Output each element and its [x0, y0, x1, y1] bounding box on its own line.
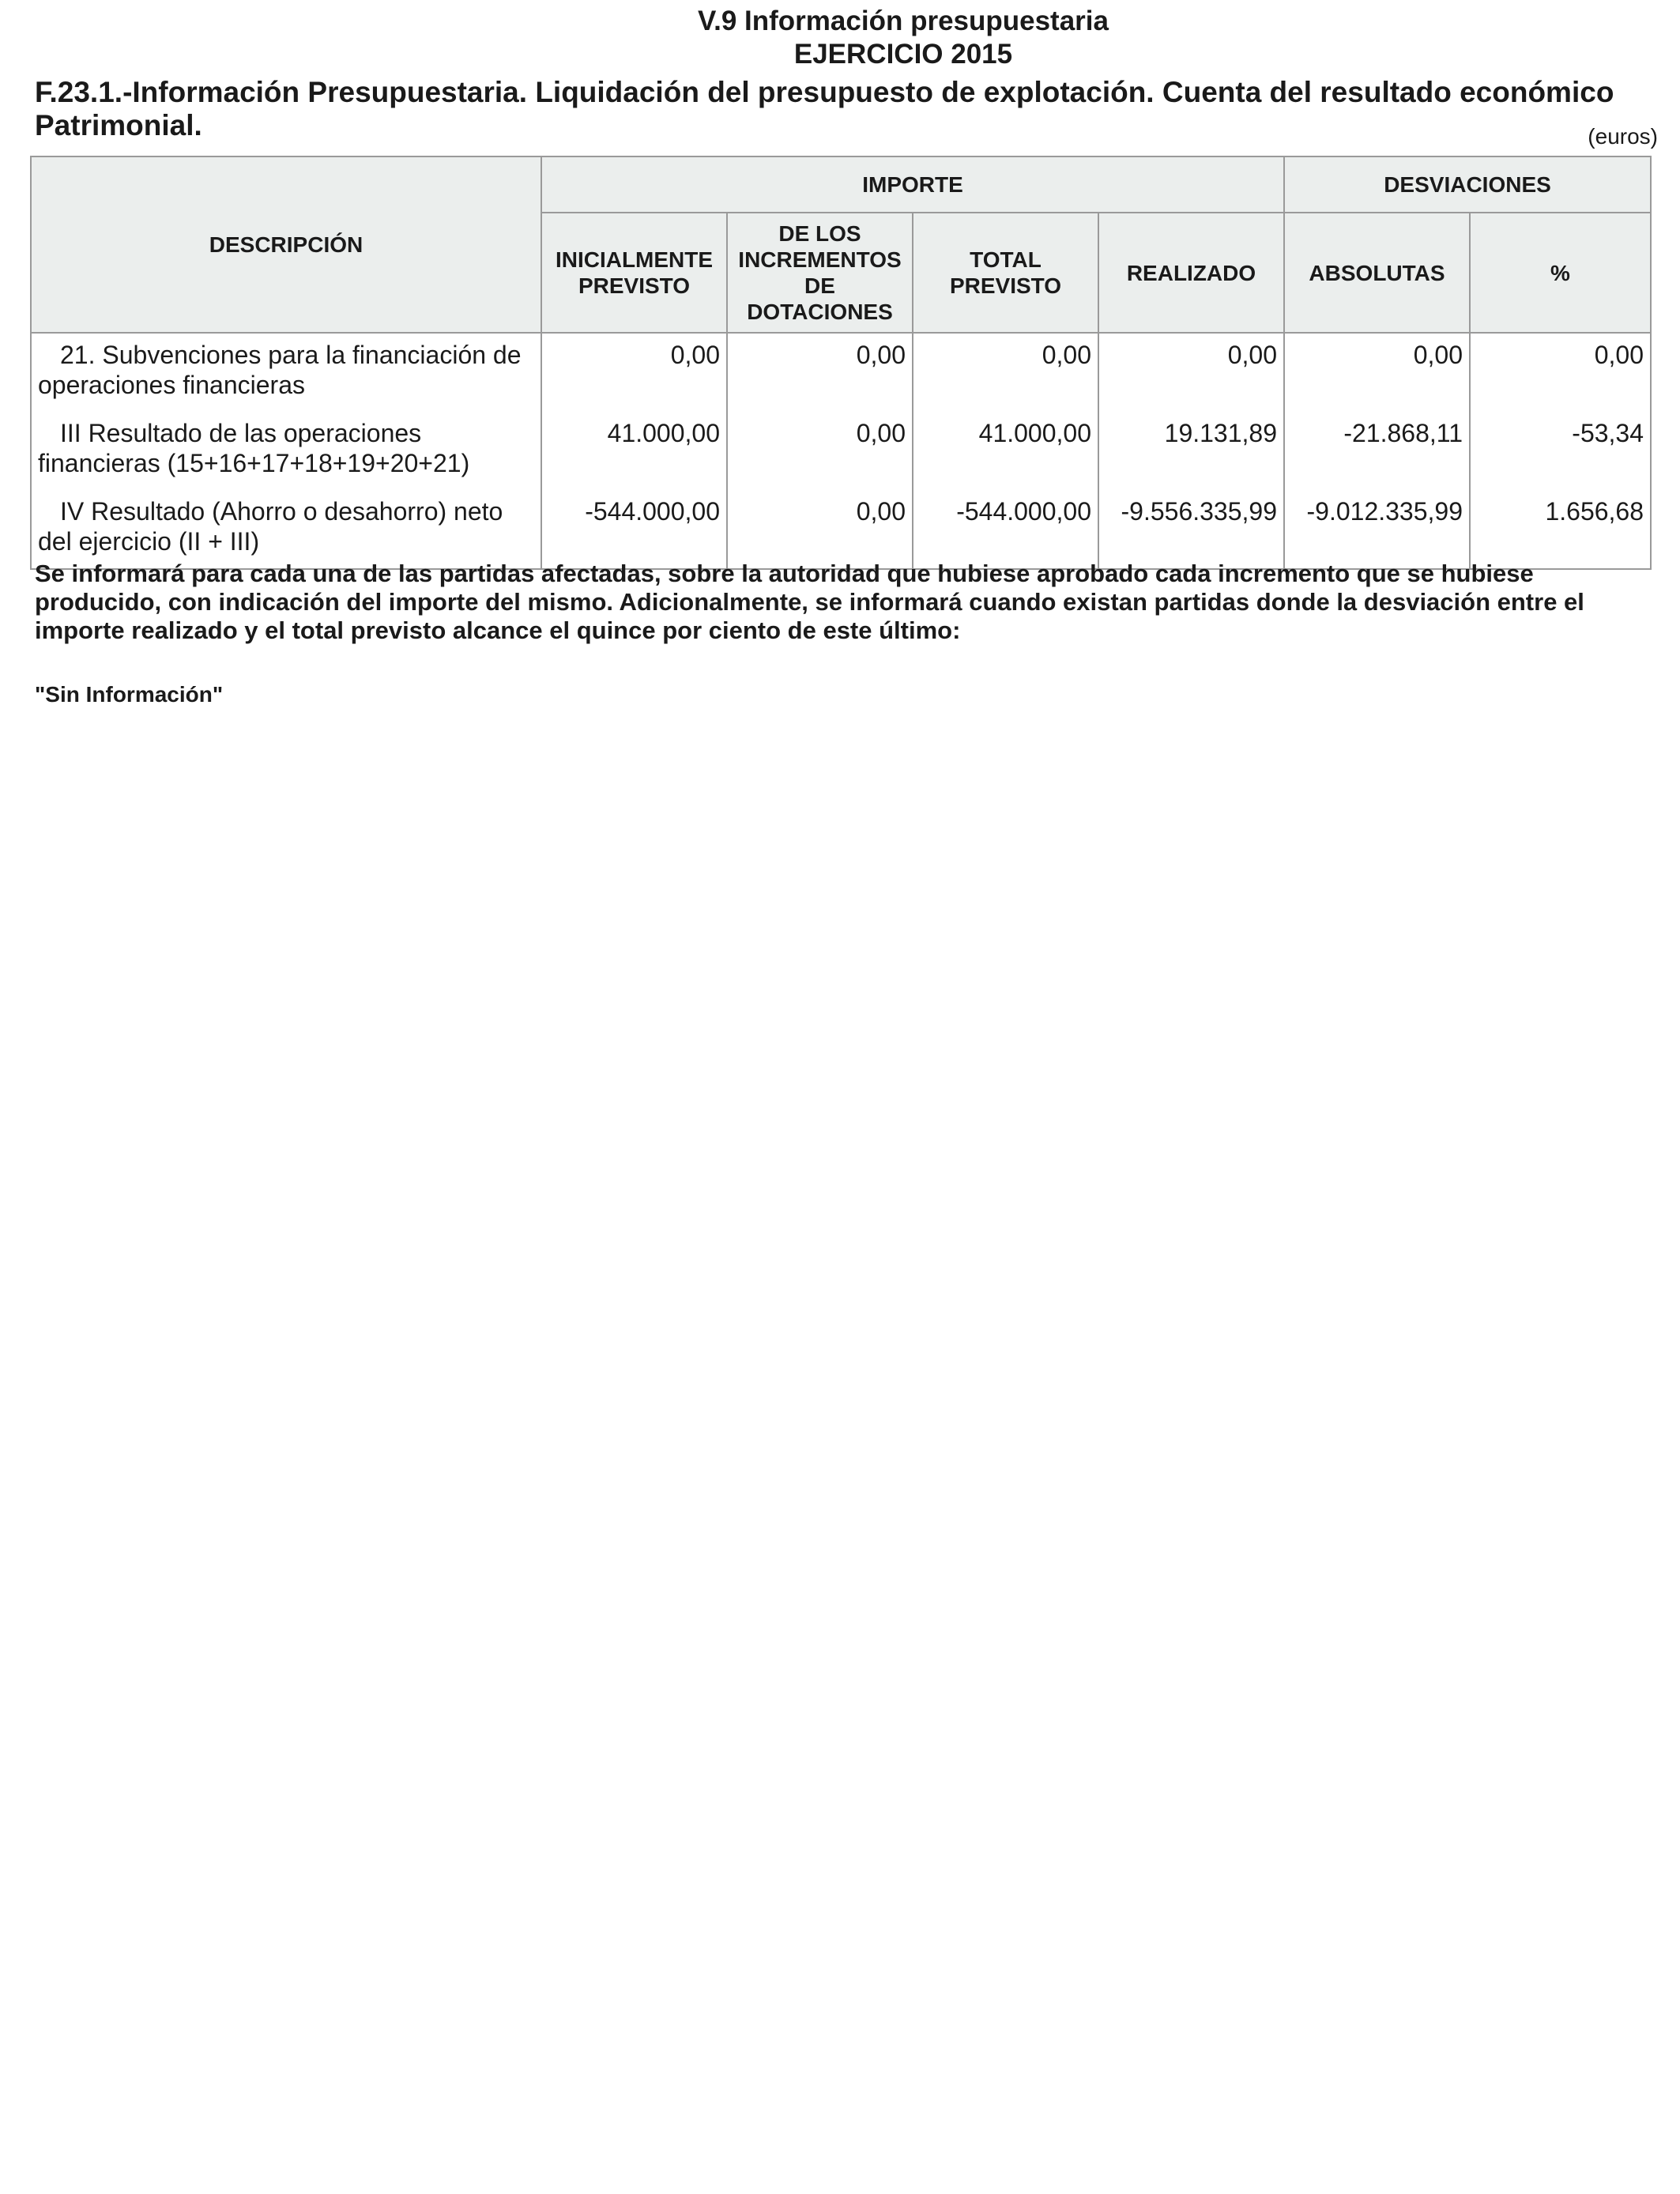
header-descripcion: DESCRIPCIÓN [31, 156, 541, 333]
row-porcentaje: 0,00 [1470, 333, 1651, 412]
table-header-row-groups [31, 156, 1651, 213]
note-text: Se informará para cada una de las partidas afectadas, sobre la autoridad que hubiese aprobado cada incremento que se hubiese producido, con indicación del importe del mismo. Adicionalmente, se informará cuando existan partidas donde la desviación entre el importe realizado y el total previsto alcance el quince por ciento de este último: [35, 560, 1584, 644]
header-realizado: REALIZADO [1098, 213, 1284, 333]
table-row [31, 333, 1651, 412]
row-incrementos: 0,00 [727, 333, 913, 412]
row-incrementos: 0,00 [727, 490, 913, 569]
row-inicialmente-previsto: 0,00 [541, 333, 727, 412]
row-absolutas: -9.012.335,99 [1284, 490, 1470, 569]
row-realizado: -9.556.335,99 [1098, 490, 1284, 569]
row-absolutas: 0,00 [1284, 333, 1470, 412]
table-row [31, 412, 1651, 490]
row-porcentaje: -53,34 [1470, 412, 1651, 490]
row-absolutas: -21.868,11 [1284, 412, 1470, 490]
header-total-previsto: TOTAL PREVISTO [913, 213, 1098, 333]
page-title: V.9 Información presupuestaria [698, 6, 1109, 36]
sin-informacion: "Sin Información" [35, 682, 224, 707]
row-descripcion: 21. Subvenciones para la financiación de operaciones financieras [31, 333, 541, 412]
header-porcentaje: % [1470, 213, 1651, 333]
row-incrementos: 0,00 [727, 412, 913, 490]
units-label: (euros) [1588, 124, 1658, 149]
row-total-previsto: 41.000,00 [913, 412, 1098, 490]
row-inicialmente-previsto: 41.000,00 [541, 412, 727, 490]
section-title: F.23.1.-Información Presupuestaria. Liquidación del presupuesto de explotación. Cuenta del resultado económico Patrimonial. [35, 76, 1614, 141]
row-total-previsto: -544.000,00 [913, 490, 1098, 569]
budget-table [30, 156, 1652, 570]
header-absolutas: ABSOLUTAS [1284, 213, 1470, 333]
fiscal-year-title: EJERCICIO 2015 [793, 39, 1013, 70]
row-realizado: 0,00 [1098, 333, 1284, 412]
header-importe: IMPORTE [541, 156, 1284, 213]
row-realizado: 19.131,89 [1098, 412, 1284, 490]
row-porcentaje: 1.656,68 [1470, 490, 1651, 569]
row-inicialmente-previsto: -544.000,00 [541, 490, 727, 569]
row-descripcion: III Resultado de las operaciones financieras (15+16+17+18+19+20+21) [31, 412, 541, 490]
table-row [31, 490, 1651, 569]
header-inicialmente-previsto: INICIALMENTE PREVISTO [541, 213, 727, 333]
header-incrementos: DE LOS INCREMENTOS DE DOTACIONES [727, 213, 913, 333]
row-total-previsto: 0,00 [913, 333, 1098, 412]
row-descripcion: IV Resultado (Ahorro o desahorro) neto del ejercicio (II + III) [31, 490, 541, 569]
header-desviaciones: DESVIACIONES [1284, 156, 1651, 213]
